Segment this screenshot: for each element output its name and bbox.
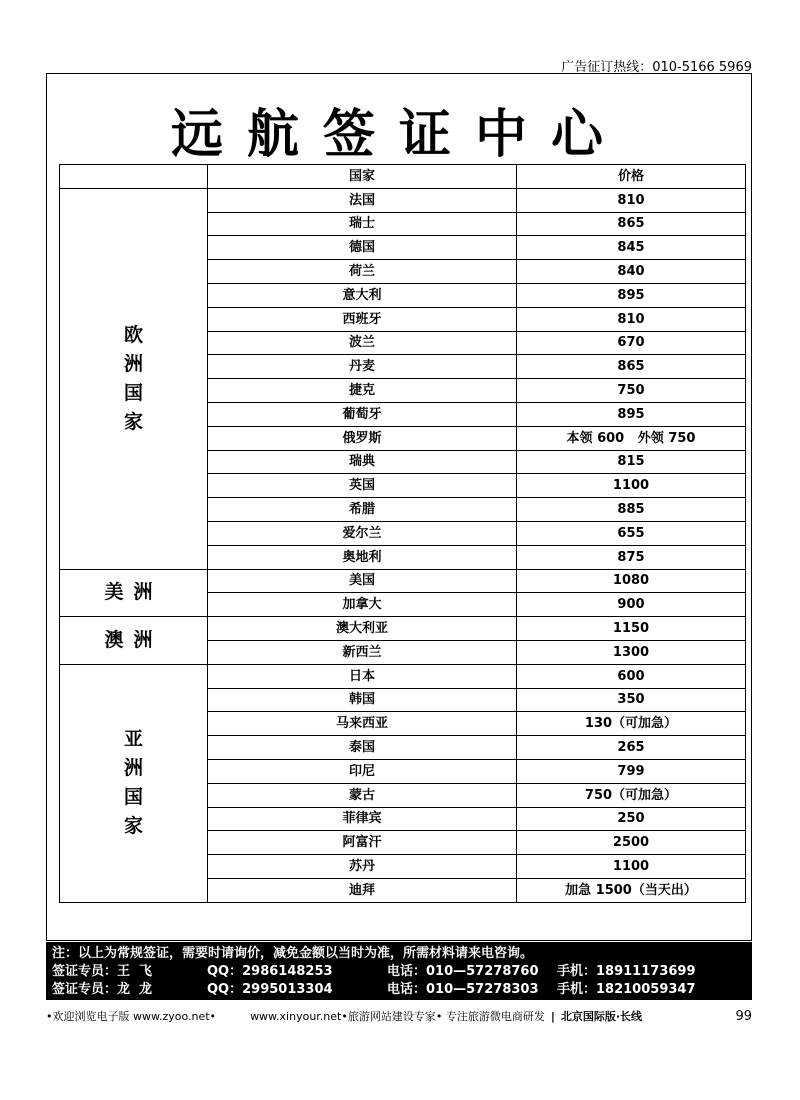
country-cell: 韩国 [208,688,517,712]
price-cell: 加急 1500（当天出） [517,878,746,902]
region-cell-europe [60,188,208,569]
country-column-header: 国家 [208,165,517,189]
price-cell: 1100 [517,474,746,498]
country-cell: 瑞士 [208,212,517,236]
price-cell: 865 [517,212,746,236]
country-cell: 希腊 [208,498,517,522]
price-cell: 895 [517,283,746,307]
country-cell: 新西兰 [208,640,517,664]
page-footer [46,1008,752,1024]
table-row [60,188,746,212]
country-cell: 英国 [208,474,517,498]
country-cell: 荷兰 [208,260,517,284]
price-cell: 670 [517,331,746,355]
table-row [60,617,746,641]
price-cell: 265 [517,736,746,760]
contact-mobile: 手机：18911173699 [557,964,696,979]
price-cell: 250 [517,807,746,831]
price-cell: 本领 600 外领 750 [517,426,746,450]
footer-ebook-link[interactable]: •欢迎浏览电子版 www.zyoo.net• [46,1010,217,1023]
region-label-europe: 欧 洲 国 家 [123,323,143,433]
price-cell: 885 [517,498,746,522]
price-cell: 1150 [517,617,746,641]
contact-qq: QQ：2986148253 [207,964,333,979]
contact-mobile: 手机：18210059347 [557,982,696,997]
country-cell: 捷克 [208,379,517,403]
price-cell: 1100 [517,855,746,879]
contact-row [52,963,746,981]
country-cell: 迪拜 [208,878,517,902]
country-cell: 瑞典 [208,450,517,474]
country-cell: 波兰 [208,331,517,355]
price-cell: 865 [517,355,746,379]
country-cell: 西班牙 [208,307,517,331]
country-cell: 爱尔兰 [208,521,517,545]
price-cell: 895 [517,402,746,426]
country-cell: 法国 [208,188,517,212]
country-cell: 苏丹 [208,855,517,879]
contact-qq: QQ：2995013304 [207,982,333,997]
footer-site-link[interactable]: www.xinyour.net•旅游网站建设专家• 专注旅游微电商研发 [250,1010,545,1023]
price-cell: 350 [517,688,746,712]
price-cell: 810 [517,188,746,212]
price-cell: 875 [517,545,746,569]
table-header-row [60,165,746,189]
region-cell-oceania [60,617,208,665]
country-cell: 印尼 [208,759,517,783]
price-cell: 130（可加急） [517,712,746,736]
price-cell: 750（可加急） [517,783,746,807]
contact-row [52,981,746,999]
country-cell: 丹麦 [208,355,517,379]
contact-phone: 电话：010—57278760 [387,964,539,979]
country-cell: 加拿大 [208,593,517,617]
price-cell: 1300 [517,640,746,664]
price-cell: 799 [517,759,746,783]
table-row [60,664,746,688]
footer-edition: 北京国际版·长线 [560,1010,643,1023]
notes-banner [46,942,752,1000]
price-column-header: 价格 [517,165,746,189]
contact-phone: 电话：010—57278303 [387,982,539,997]
price-cell: 600 [517,664,746,688]
page-number: 99 [735,1008,752,1024]
price-cell: 2500 [517,831,746,855]
country-cell: 德国 [208,236,517,260]
region-label-americas: 美洲 [104,581,163,604]
price-cell: 1080 [517,569,746,593]
notes-disclaimer: 注：以上为常规签证，需要时请询价，减免金额以当时为准，所需材料请来电咨询。 [52,946,534,961]
country-cell: 蒙古 [208,783,517,807]
price-cell: 900 [517,593,746,617]
price-cell: 810 [517,307,746,331]
country-cell: 马来西亚 [208,712,517,736]
country-cell: 俄罗斯 [208,426,517,450]
country-cell: 日本 [208,664,517,688]
price-cell: 815 [517,450,746,474]
footer-divider: | [550,1009,555,1023]
contact-label: 签证专员：龙 龙 [52,982,153,997]
contact-label: 签证专员：王 飞 [52,964,153,979]
table-row [60,569,746,593]
country-cell: 美国 [208,569,517,593]
region-cell-americas [60,569,208,617]
region-label-oceania: 澳洲 [104,628,163,651]
country-cell: 澳大利亚 [208,617,517,641]
country-cell: 泰国 [208,736,517,760]
ad-hotline: 广告征订热线：010-5166 5969 [561,60,752,75]
content-frame [46,73,752,941]
price-cell: 750 [517,379,746,403]
country-cell: 意大利 [208,283,517,307]
country-cell: 葡萄牙 [208,402,517,426]
page-title: 远航签证中心 [170,105,627,165]
price-cell: 845 [517,236,746,260]
price-cell: 840 [517,260,746,284]
country-cell: 阿富汗 [208,831,517,855]
visa-price-table [59,164,746,903]
price-cell: 655 [517,521,746,545]
region-cell-asia [60,664,208,902]
region-column-header [60,165,208,189]
region-label-asia: 亚 洲 国 家 [123,728,143,838]
country-cell: 菲律宾 [208,807,517,831]
country-cell: 奥地利 [208,545,517,569]
